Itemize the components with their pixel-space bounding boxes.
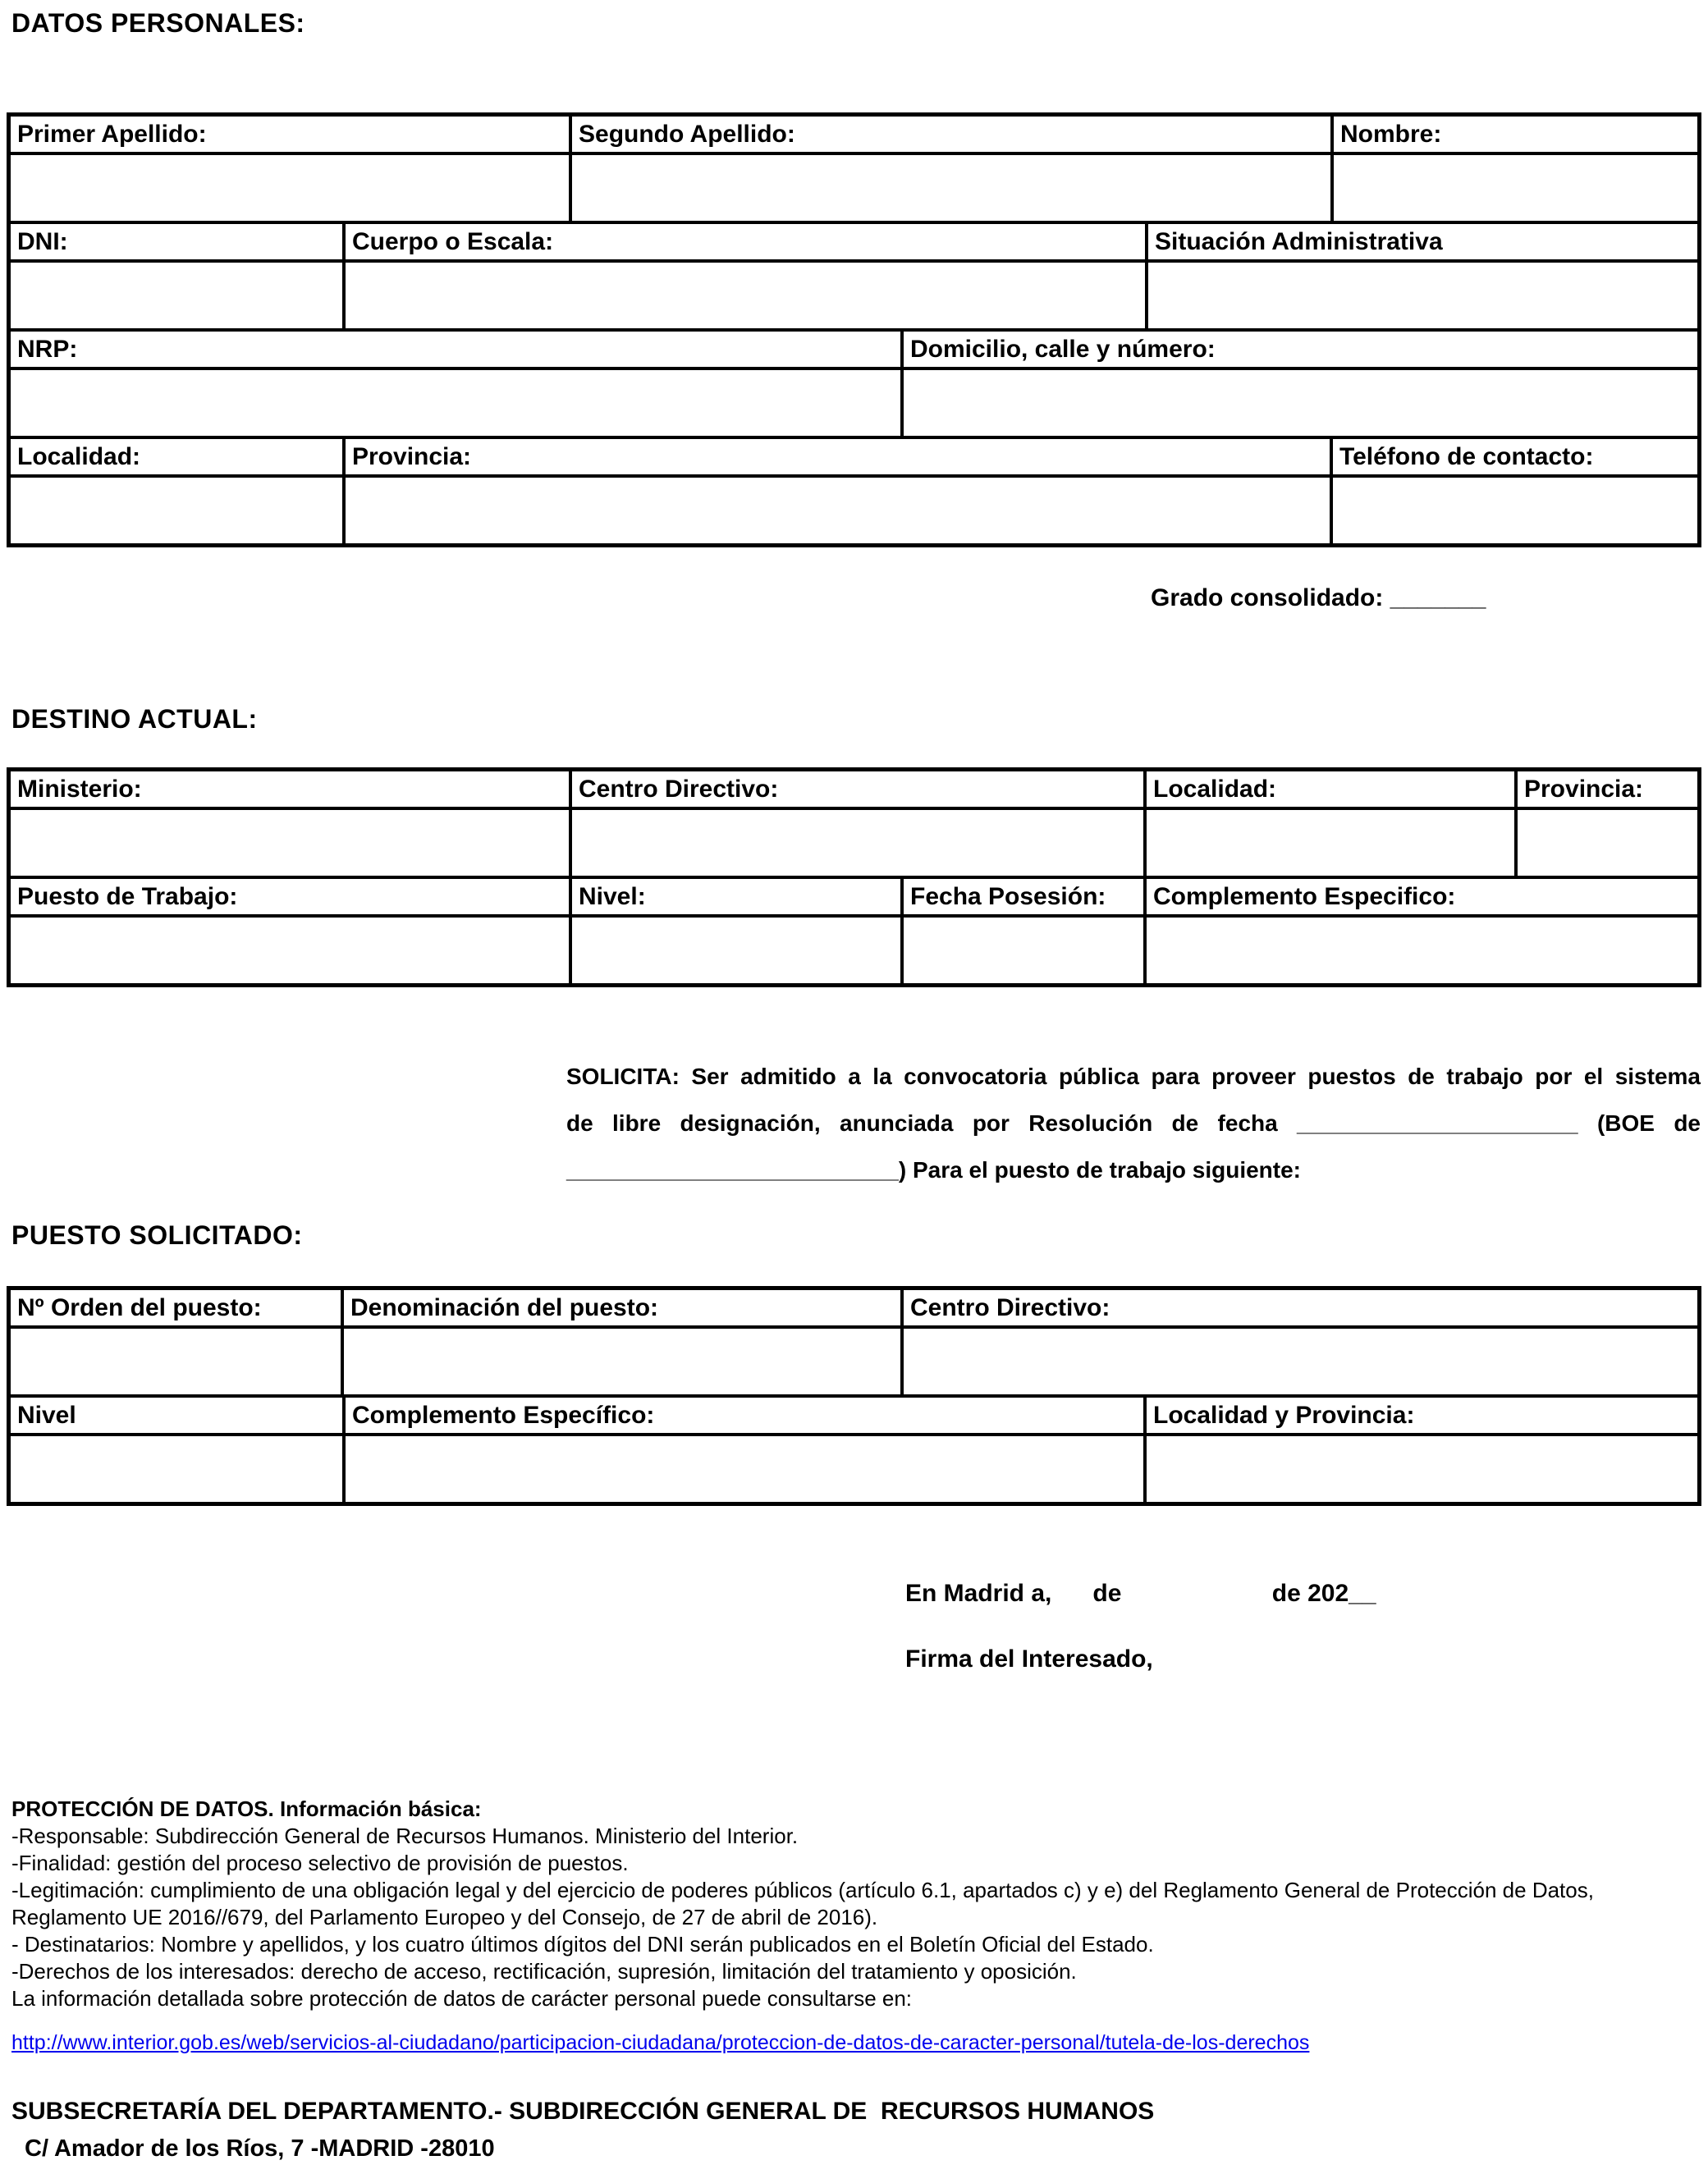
label-complemento-especifico-solicitado: Complemento Específico: xyxy=(342,1398,1143,1436)
footer-direccion: C/ Amador de los Ríos, 7 -MADRID -28010 xyxy=(25,2135,495,2162)
table-datos-personales xyxy=(7,112,1701,547)
field-primer-apellido[interactable] xyxy=(11,155,569,221)
field-cuerpo-escala[interactable] xyxy=(342,263,1145,328)
footer-subsecretaria: SUBSECRETARÍA DEL DEPARTAMENTO.- SUBDIRECCIÓN GENERAL DE RECURSOS HUMANOS xyxy=(11,2098,1155,2125)
field-domicilio[interactable] xyxy=(900,370,1697,436)
field-complemento-especifico[interactable] xyxy=(1143,918,1697,983)
heading-datos-personales: DATOS PERSONALES: xyxy=(11,8,305,38)
label-segundo-apellido: Segundo Apellido: xyxy=(569,117,1330,155)
label-puesto-trabajo: Puesto de Trabajo: xyxy=(11,879,569,918)
heading-destino-actual: DESTINO ACTUAL: xyxy=(11,704,258,734)
label-dni: DNI: xyxy=(11,224,342,263)
field-dni[interactable] xyxy=(11,263,342,328)
row-orden-denominacion xyxy=(11,1290,1697,1394)
table-destino-actual xyxy=(7,767,1701,987)
label-localidad-provincia-solicitado: Localidad y Provincia: xyxy=(1143,1398,1697,1436)
label-provincia-destino: Provincia: xyxy=(1514,771,1697,810)
label-fecha-posesion: Fecha Posesión: xyxy=(900,879,1143,918)
field-nivel[interactable] xyxy=(569,918,900,983)
label-ministerio: Ministerio: xyxy=(11,771,569,810)
label-provincia: Provincia: xyxy=(342,439,1330,478)
proteccion-line-legitimacion: -Legitimación: cumplimiento de una obligación legal y del ejercicio de poderes públicos (artículo 6.1, apartados c) y e) del Reglamento General de Protección de Datos, Reglamento UE 2016//679, del Parlamento Europeo y del Consejo, de 27 de abril de 2016). xyxy=(11,1878,1594,1929)
label-cuerpo-escala: Cuerpo o Escala: xyxy=(342,224,1145,263)
field-localidad[interactable] xyxy=(11,478,342,543)
label-nivel-solicitado: Nivel xyxy=(11,1398,342,1436)
label-situacion-administrativa: Situación Administrativa xyxy=(1145,224,1697,263)
field-puesto-trabajo[interactable] xyxy=(11,918,569,983)
label-nrp: NRP: xyxy=(11,332,900,370)
solicita-line: de libre designación, anunciada por Resolución de fecha ______________________ (BOE de xyxy=(566,1110,1701,1136)
field-fecha-posesion[interactable] xyxy=(900,918,1143,983)
label-centro-directivo: Centro Directivo: xyxy=(569,771,1143,810)
field-centro-directivo-solicitado[interactable] xyxy=(900,1329,1697,1394)
label-denominacion-puesto: Denominación del puesto: xyxy=(341,1290,900,1329)
field-num-orden-puesto[interactable] xyxy=(11,1329,341,1394)
label-primer-apellido: Primer Apellido: xyxy=(11,117,569,155)
firma-line: Firma del Interesado, xyxy=(905,1645,1153,1673)
row-puesto-nivel-fecha xyxy=(11,876,1697,983)
label-domicilio: Domicilio, calle y número: xyxy=(900,332,1697,370)
field-localidad-provincia-solicitado[interactable] xyxy=(1143,1436,1697,1502)
field-situacion-administrativa[interactable] xyxy=(1145,263,1697,328)
proteccion-line-destinatarios: - Destinatarios: Nombre y apellidos, y los cuatro últimos dígitos del DNI serán publicados en el Boletín Oficial del Estado. xyxy=(11,1932,1154,1957)
label-nivel: Nivel: xyxy=(569,879,900,918)
label-localidad-destino: Localidad: xyxy=(1143,771,1514,810)
row-nivel-complemento-localidad xyxy=(11,1394,1697,1502)
heading-puesto-solicitado: PUESTO SOLICITADO: xyxy=(11,1220,303,1250)
proteccion-line-finalidad: -Finalidad: gestión del proceso selectivo de provisión de puestos. xyxy=(11,1851,629,1875)
row-ministerio-centro xyxy=(11,771,1697,876)
proteccion-title: PROTECCIÓN DE DATOS. Información básica: xyxy=(11,1796,482,1821)
field-denominacion-puesto[interactable] xyxy=(341,1329,900,1394)
proteccion-datos-block xyxy=(11,1796,1697,2012)
row-nrp-domicilio xyxy=(11,328,1697,436)
label-num-orden-puesto: Nº Orden del puesto: xyxy=(11,1290,341,1329)
fecha-line: En Madrid a, de de 202__ xyxy=(905,1580,1376,1607)
row-apellidos-nombre xyxy=(11,117,1697,221)
solicita-line: __________________________) Para el puesto de trabajo siguiente: xyxy=(566,1157,1301,1183)
proteccion-line-derechos: -Derechos de los interesados: derecho de acceso, rectificación, supresión, limitación del tratamiento y oposición. xyxy=(11,1959,1077,1984)
solicita-line: SOLICITA: Ser admitido a la convocatoria pública para proveer puestos de trabajo por el sistema xyxy=(566,1064,1701,1089)
field-telefono-contacto[interactable] xyxy=(1330,478,1697,543)
label-centro-directivo-solicitado: Centro Directivo: xyxy=(900,1290,1697,1329)
row-dni-cuerpo-situacion xyxy=(11,221,1697,328)
grado-consolidado-text: Grado consolidado: _______ xyxy=(1151,584,1486,611)
proteccion-line-consulta: La información detallada sobre protección de datos de carácter personal puede consultarse en: xyxy=(11,1986,913,2011)
field-provincia[interactable] xyxy=(342,478,1330,543)
label-localidad: Localidad: xyxy=(11,439,342,478)
label-nombre: Nombre: xyxy=(1330,117,1697,155)
field-centro-directivo[interactable] xyxy=(569,810,1143,876)
field-ministerio[interactable] xyxy=(11,810,569,876)
field-provincia-destino[interactable] xyxy=(1514,810,1697,876)
proteccion-line-responsable: -Responsable: Subdirección General de Recursos Humanos. Ministerio del Interior. xyxy=(11,1824,799,1848)
row-localidad-provincia-telefono xyxy=(11,436,1697,543)
field-nombre[interactable] xyxy=(1330,155,1697,221)
field-segundo-apellido[interactable] xyxy=(569,155,1330,221)
label-complemento-especifico: Complemento Especifico: xyxy=(1143,879,1697,918)
field-nivel-solicitado[interactable] xyxy=(11,1436,342,1502)
field-complemento-especifico-solicitado[interactable] xyxy=(342,1436,1143,1502)
field-localidad-destino[interactable] xyxy=(1143,810,1514,876)
table-puesto-solicitado xyxy=(7,1286,1701,1506)
solicita-paragraph xyxy=(566,1053,1701,1193)
field-nrp[interactable] xyxy=(11,370,900,436)
proteccion-datos-link[interactable]: http://www.interior.gob.es/web/servicios-al-ciudadano/participacion-ciudadana/proteccion-de-datos-de-caracter-personal/tutela-de-los-derechos xyxy=(11,2031,1310,2054)
label-telefono-contacto: Teléfono de contacto: xyxy=(1330,439,1697,478)
